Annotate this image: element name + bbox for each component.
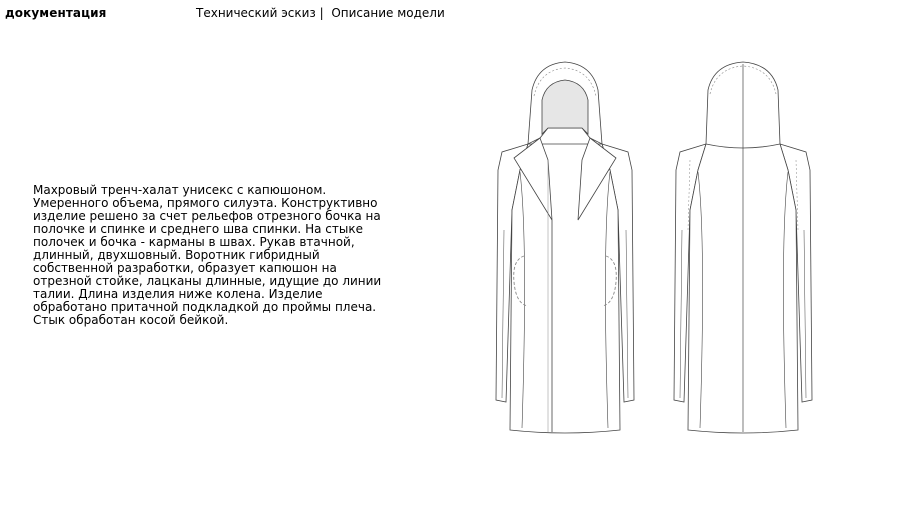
description-line: отрезной стойке, лацканы длинные, идущие до линии [33,274,382,288]
front-body [510,144,620,433]
description-line: обработано притачной подкладкой до проймы плеча. [33,300,377,314]
coat-front-sketch [490,60,640,435]
breadcrumb-technical-sketch[interactable]: Технический эскиз [196,6,316,20]
description-line: Умеренного объема, прямого силуэта. Конструктивно [33,196,378,210]
description-line: талии. Длина изделия ниже колена. Изделие [33,287,323,301]
description-line: изделие решено за счет рельефов отрезного бочка на [33,209,381,223]
coat-back-sketch [668,60,818,435]
page-title: документация [5,6,107,20]
description-line: длинный, двухшовный. Воротник гибридный [33,248,320,262]
front-hood-lining [542,80,588,134]
breadcrumb-model-description[interactable]: Описание модели [331,6,445,20]
breadcrumb-separator: | [315,6,332,20]
description-line: полочек и бочка - карманы в швах. Рукав втачной, [33,235,355,249]
description-line: полочке и спинке и среднего шва спинки. На стыке [33,222,363,236]
description-line: Стык обработан косой бейкой. [33,313,229,327]
description-line: собственной разработки, образует капюшон на [33,261,337,275]
description-line: Махровый тренч-халат унисекс с капюшоном. [33,183,327,197]
breadcrumb [196,6,445,20]
model-description [33,183,382,327]
